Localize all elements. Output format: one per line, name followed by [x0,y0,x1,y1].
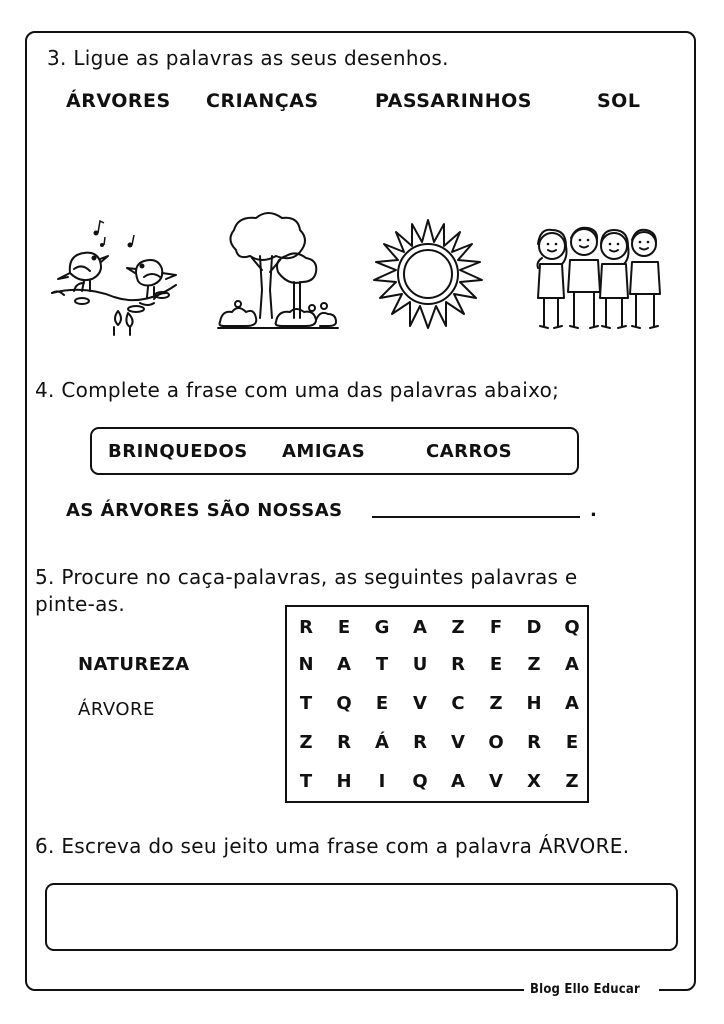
word-criancas: CRIANÇAS [206,90,319,112]
grid-cell[interactable]: Z [451,617,465,638]
answer-blank-line[interactable] [372,516,580,518]
word-search-grid[interactable] [285,605,589,803]
sun-icon [372,218,484,330]
grid-cell[interactable]: A [565,654,579,675]
grid-cell[interactable]: A [337,654,351,675]
grid-cell[interactable]: R [527,732,541,753]
children-icon [528,218,668,336]
grid-cell[interactable]: E [489,654,503,675]
grid-cell[interactable]: F [489,617,503,638]
trees-icon [216,210,341,332]
grid-cell[interactable]: E [337,617,351,638]
grid-cell[interactable]: X [527,771,541,792]
grid-cell[interactable]: Q [412,771,428,792]
question-3-title: 3. Ligue as palavras as seus desenhos. [47,46,449,70]
birds-icon [44,215,184,340]
grid-cell[interactable]: R [451,654,465,675]
grid-cell[interactable]: N [298,654,314,675]
grid-cell[interactable]: G [374,617,390,638]
grid-cell[interactable]: Z [565,771,579,792]
answer-writing-box[interactable] [45,883,678,951]
grid-cell[interactable]: V [489,771,503,792]
grid-cell[interactable]: R [413,732,427,753]
grid-cell[interactable]: V [413,693,427,714]
grid-cell[interactable]: T [299,771,313,792]
question-5-title-line1: 5. Procure no caça-palavras, as seguintes palavras e [35,565,578,589]
grid-cell[interactable]: R [299,617,313,638]
option-carros: CARROS [426,441,513,462]
question-5-title-line2: pinte-as. [35,592,126,616]
grid-cell[interactable]: Q [336,693,352,714]
grid-cell[interactable]: U [412,654,428,675]
grid-cell[interactable]: T [299,693,313,714]
question-4-title: 4. Complete a frase com uma das palavras abaixo; [35,378,560,402]
grid-cell[interactable]: H [526,693,542,714]
grid-cell[interactable]: A [565,693,579,714]
question-6-title: 6. Escreva do seu jeito uma frase com a palavra ÁRVORE. [35,834,630,858]
grid-cell[interactable]: Q [564,617,580,638]
grid-cell[interactable]: Á [375,732,389,753]
grid-cell[interactable]: I [378,771,386,792]
grid-cell[interactable]: Z [489,693,503,714]
grid-cell[interactable]: A [451,771,465,792]
grid-cell[interactable]: E [565,732,579,753]
grid-cell[interactable]: R [337,732,351,753]
grid-cell[interactable]: H [336,771,352,792]
fill-in-sentence: AS ÁRVORES SÃO NOSSAS [66,500,343,521]
find-word-arvore: ÁRVORE [78,699,155,720]
grid-cell[interactable]: V [451,732,465,753]
word-arvores: ÁRVORES [66,90,171,112]
grid-cell[interactable]: E [375,693,389,714]
option-amigas: AMIGAS [282,441,366,462]
find-word-natureza: NATUREZA [78,654,190,675]
grid-cell[interactable]: Z [527,654,541,675]
grid-cell[interactable]: Z [299,732,313,753]
grid-cell[interactable]: A [413,617,427,638]
word-passarinhos: PASSARINHOS [375,90,532,112]
grid-cell[interactable]: D [526,617,542,638]
word-sol: SOL [597,90,641,112]
grid-cell[interactable]: T [375,654,389,675]
grid-cell[interactable]: C [451,693,465,714]
option-brinquedos: BRINQUEDOS [108,441,248,462]
grid-cell[interactable]: O [488,732,504,753]
sentence-period: . [590,500,597,521]
footer-credit: Blog Ello Educar [530,982,640,997]
